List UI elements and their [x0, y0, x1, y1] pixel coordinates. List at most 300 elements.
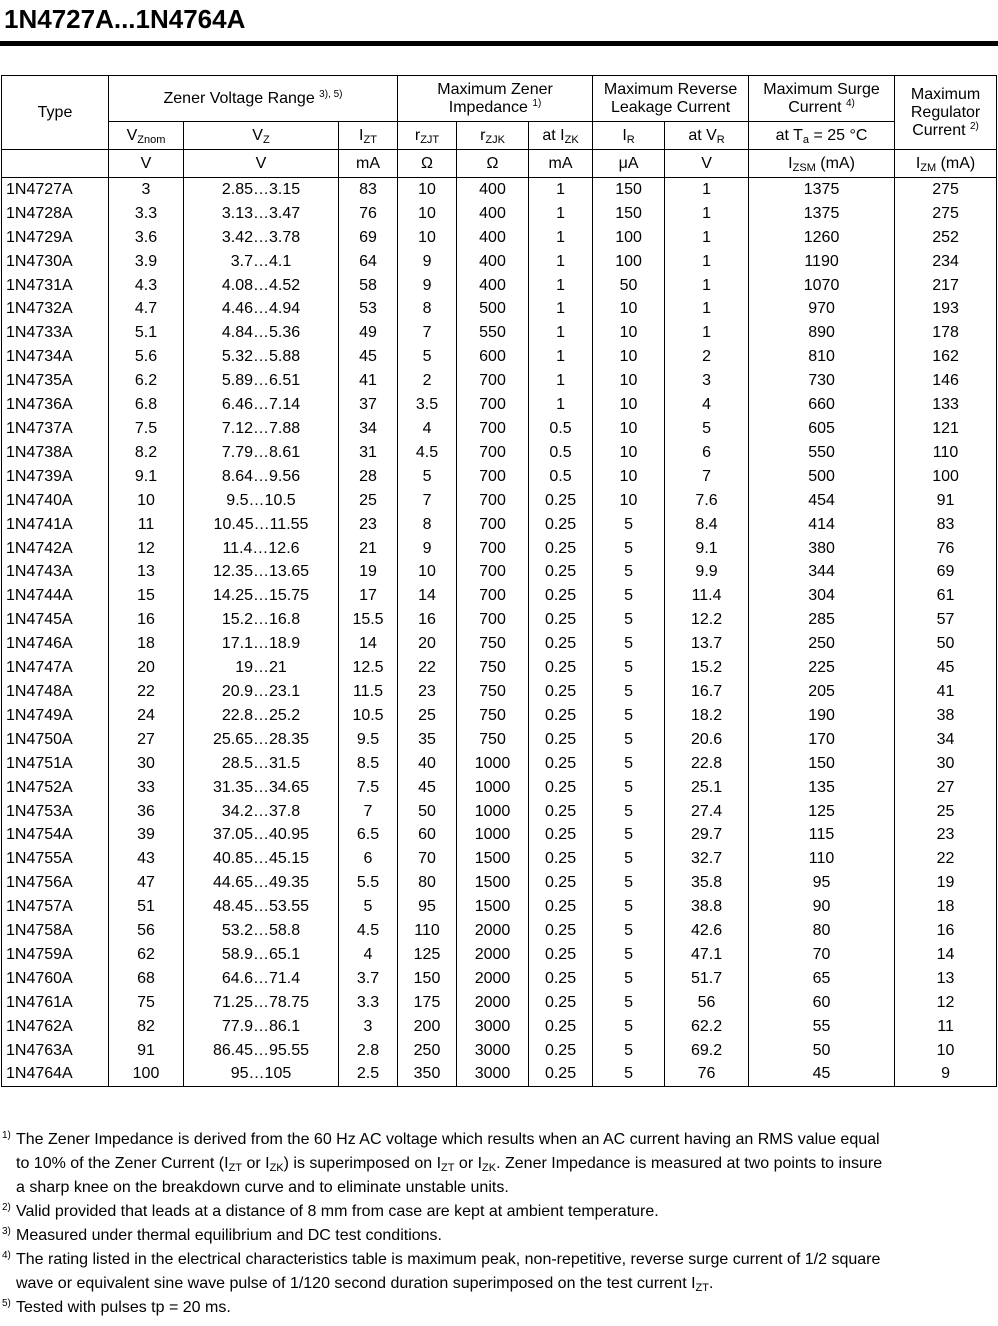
- cell-izt: 9.5: [339, 728, 398, 752]
- cell-vz-range: 86.45…95.55: [184, 1039, 339, 1063]
- cell-vz-range: 22.8…25.2: [184, 704, 339, 728]
- cell-at-vr: 18.2: [665, 704, 749, 728]
- cell-izm: 19: [895, 871, 997, 895]
- cell-izt: 45: [339, 345, 398, 369]
- cell-at-vr: 16.7: [665, 680, 749, 704]
- cell-rzjk: 400: [457, 178, 529, 202]
- table-row: [2, 345, 997, 369]
- unit-rzjt: Ω: [398, 150, 457, 178]
- cell-vz-range: 44.65…49.35: [184, 871, 339, 895]
- cell-rzjk: 700: [457, 465, 529, 489]
- cell-vznom: 27: [109, 728, 184, 752]
- cell-izm: 45: [895, 656, 997, 680]
- cell-rzjt: 8: [398, 513, 457, 537]
- cell-izsm: 890: [749, 321, 895, 345]
- cell-izm: 38: [895, 704, 997, 728]
- cell-rzjt: 70: [398, 847, 457, 871]
- table-row: [2, 489, 997, 513]
- cell-izsm: 344: [749, 561, 895, 585]
- cell-vznom: 36: [109, 800, 184, 824]
- cell-at-izk: 0.5: [529, 417, 593, 441]
- cell-at-izk: 0.25: [529, 632, 593, 656]
- cell-at-izk: 1: [529, 178, 593, 202]
- cell-izm: 9: [895, 1063, 997, 1087]
- cell-izm: 234: [895, 250, 997, 274]
- cell-vznom: 7.5: [109, 417, 184, 441]
- cell-at-vr: 1: [665, 298, 749, 322]
- cell-at-vr: 4: [665, 393, 749, 417]
- cell-vznom: 82: [109, 1015, 184, 1039]
- cell-type: 1N4763A: [2, 1039, 109, 1063]
- cell-rzjk: 550: [457, 321, 529, 345]
- cell-at-vr: 9.9: [665, 561, 749, 585]
- cell-rzjt: 10: [398, 202, 457, 226]
- cell-izm: 23: [895, 823, 997, 847]
- cell-vz-range: 3.42…3.78: [184, 226, 339, 250]
- cell-at-izk: 0.25: [529, 752, 593, 776]
- cell-type: 1N4758A: [2, 919, 109, 943]
- cell-type: 1N4737A: [2, 417, 109, 441]
- cell-izt: 7: [339, 800, 398, 824]
- table-row: [2, 393, 997, 417]
- cell-vz-range: 12.35…13.65: [184, 561, 339, 585]
- cell-vznom: 33: [109, 776, 184, 800]
- cell-ir: 5: [593, 967, 665, 991]
- header-rzjk: $r_{ZJK}$: [457, 122, 529, 150]
- cell-rzjt: 9: [398, 250, 457, 274]
- cell-vz-range: 4.46…4.94: [184, 298, 339, 322]
- cell-rzjk: 700: [457, 417, 529, 441]
- cell-vz-range: 34.2…37.8: [184, 800, 339, 824]
- cell-at-vr: 25.1: [665, 776, 749, 800]
- cell-vz-range: 40.85…45.15: [184, 847, 339, 871]
- cell-rzjk: 750: [457, 704, 529, 728]
- cell-ir: 10: [593, 345, 665, 369]
- cell-vz-range: 25.65…28.35: [184, 728, 339, 752]
- cell-ir: 5: [593, 991, 665, 1015]
- cell-vz-range: 4.84…5.36: [184, 321, 339, 345]
- cell-izm: 178: [895, 321, 997, 345]
- cell-rzjt: 5: [398, 345, 457, 369]
- cell-at-izk: 0.25: [529, 1015, 593, 1039]
- cell-izm: 18: [895, 895, 997, 919]
- cell-izsm: 380: [749, 537, 895, 561]
- cell-izsm: 95: [749, 871, 895, 895]
- header-at-izk: at $I_{ZK}$: [529, 122, 593, 150]
- cell-izm: 25: [895, 800, 997, 824]
- cell-vz-range: 6.46…7.14: [184, 393, 339, 417]
- cell-izm: 275: [895, 178, 997, 202]
- cell-rzjt: 80: [398, 871, 457, 895]
- cell-izt: 83: [339, 178, 398, 202]
- cell-type: 1N4752A: [2, 776, 109, 800]
- cell-rzjk: 400: [457, 250, 529, 274]
- cell-vz-range: 5.32…5.88: [184, 345, 339, 369]
- cell-rzjt: 7: [398, 489, 457, 513]
- cell-vznom: 51: [109, 895, 184, 919]
- cell-ir: 5: [593, 513, 665, 537]
- header-izt: $I_{ZT}$: [339, 122, 398, 150]
- table-row: [2, 584, 997, 608]
- cell-rzjt: 7: [398, 321, 457, 345]
- cell-at-vr: 1: [665, 250, 749, 274]
- cell-izsm: 50: [749, 1039, 895, 1063]
- header-max-reverse-leakage: Maximum Reverse Leakage Current: [593, 76, 749, 122]
- cell-izsm: 1375: [749, 202, 895, 226]
- table-row: [2, 513, 997, 537]
- cell-rzjt: 25: [398, 704, 457, 728]
- cell-at-izk: 0.25: [529, 847, 593, 871]
- cell-izsm: 250: [749, 632, 895, 656]
- cell-vznom: 20: [109, 656, 184, 680]
- table-row: [2, 417, 997, 441]
- cell-rzjk: 1500: [457, 871, 529, 895]
- cell-izt: 8.5: [339, 752, 398, 776]
- cell-izsm: 730: [749, 369, 895, 393]
- cell-at-izk: 0.25: [529, 919, 593, 943]
- cell-vz-range: 37.05…40.95: [184, 823, 339, 847]
- unit-vr: V: [665, 150, 749, 178]
- cell-izt: 15.5: [339, 608, 398, 632]
- cell-rzjk: 700: [457, 584, 529, 608]
- cell-izt: 21: [339, 537, 398, 561]
- cell-type: 1N4754A: [2, 823, 109, 847]
- cell-izt: 4.5: [339, 919, 398, 943]
- cell-ir: 10: [593, 298, 665, 322]
- cell-at-vr: 3: [665, 369, 749, 393]
- cell-at-izk: 1: [529, 226, 593, 250]
- cell-rzjt: 8: [398, 298, 457, 322]
- cell-at-izk: 0.25: [529, 584, 593, 608]
- cell-ir: 5: [593, 895, 665, 919]
- cell-izm: 50: [895, 632, 997, 656]
- cell-izm: 22: [895, 847, 997, 871]
- cell-at-vr: 11.4: [665, 584, 749, 608]
- cell-rzjt: 150: [398, 967, 457, 991]
- cell-izsm: 150: [749, 752, 895, 776]
- cell-type: 1N4732A: [2, 298, 109, 322]
- cell-type: 1N4727A: [2, 178, 109, 202]
- cell-vz-range: 7.12…7.88: [184, 417, 339, 441]
- cell-at-vr: 6: [665, 441, 749, 465]
- table-row: [2, 298, 997, 322]
- cell-izm: 12: [895, 991, 997, 1015]
- cell-izt: 6.5: [339, 823, 398, 847]
- table-row: [2, 202, 997, 226]
- table-row: [2, 847, 997, 871]
- cell-rzjt: 5: [398, 465, 457, 489]
- cell-vz-range: 64.6…71.4: [184, 967, 339, 991]
- cell-vznom: 47: [109, 871, 184, 895]
- cell-rzjk: 3000: [457, 1063, 529, 1087]
- footnote-4: 4) The rating listed in the electrical characteristics table is maximum peak, non-repetitive, reverse surge current of 1/2 square wave or equivalent sine wave pulse of 1/120 second duration superimposed on the test current $I_{ZT}$.: [2, 1250, 881, 1294]
- cell-at-vr: 1: [665, 274, 749, 298]
- cell-ir: 10: [593, 417, 665, 441]
- table-row: [2, 776, 997, 800]
- unit-ir: μA: [593, 150, 665, 178]
- cell-ir: 5: [593, 704, 665, 728]
- table-row: [2, 1039, 997, 1063]
- cell-izt: 11.5: [339, 680, 398, 704]
- cell-rzjt: 10: [398, 178, 457, 202]
- header-ir: $I_R$: [593, 122, 665, 150]
- cell-at-vr: 1: [665, 178, 749, 202]
- table-row: [2, 274, 997, 298]
- cell-izm: 34: [895, 728, 997, 752]
- cell-rzjt: 2: [398, 369, 457, 393]
- table-row: [2, 226, 997, 250]
- cell-at-vr: 32.7: [665, 847, 749, 871]
- cell-izt: 31: [339, 441, 398, 465]
- cell-at-izk: 1: [529, 274, 593, 298]
- cell-izsm: 1260: [749, 226, 895, 250]
- cell-at-vr: 35.8: [665, 871, 749, 895]
- cell-vznom: 8.2: [109, 441, 184, 465]
- cell-ir: 5: [593, 1063, 665, 1087]
- cell-rzjt: 10: [398, 561, 457, 585]
- cell-type: 1N4743A: [2, 561, 109, 585]
- cell-izm: 13: [895, 967, 997, 991]
- cell-type: 1N4729A: [2, 226, 109, 250]
- cell-at-izk: 0.25: [529, 680, 593, 704]
- cell-at-vr: 22.8: [665, 752, 749, 776]
- cell-ir: 5: [593, 1015, 665, 1039]
- header-zener-voltage-range: Zener Voltage Range $^{3), 5)}$: [109, 76, 398, 122]
- cell-izm: 162: [895, 345, 997, 369]
- cell-izt: 34: [339, 417, 398, 441]
- cell-rzjk: 500: [457, 298, 529, 322]
- cell-izt: 69: [339, 226, 398, 250]
- cell-type: 1N4738A: [2, 441, 109, 465]
- cell-rzjk: 700: [457, 537, 529, 561]
- cell-rzjk: 700: [457, 561, 529, 585]
- table-row: [2, 321, 997, 345]
- cell-izsm: 65: [749, 967, 895, 991]
- footnote-3: 3) Measured under thermal equilibrium and DC test conditions.: [2, 1226, 442, 1244]
- cell-at-izk: 0.25: [529, 776, 593, 800]
- cell-vz-range: 14.25…15.75: [184, 584, 339, 608]
- cell-izsm: 190: [749, 704, 895, 728]
- cell-izt: 23: [339, 513, 398, 537]
- cell-type: 1N4745A: [2, 608, 109, 632]
- cell-vznom: 12: [109, 537, 184, 561]
- cell-ir: 100: [593, 250, 665, 274]
- cell-at-vr: 47.1: [665, 943, 749, 967]
- cell-izt: 58: [339, 274, 398, 298]
- cell-rzjt: 95: [398, 895, 457, 919]
- table-row: [2, 919, 997, 943]
- cell-rzjt: 45: [398, 776, 457, 800]
- cell-izt: 19: [339, 561, 398, 585]
- cell-at-vr: 62.2: [665, 1015, 749, 1039]
- cell-rzjt: 200: [398, 1015, 457, 1039]
- cell-rzjt: 110: [398, 919, 457, 943]
- cell-rzjk: 2000: [457, 919, 529, 943]
- cell-izm: 121: [895, 417, 997, 441]
- cell-izm: 100: [895, 465, 997, 489]
- cell-izsm: 225: [749, 656, 895, 680]
- cell-rzjt: 125: [398, 943, 457, 967]
- cell-izt: 3.3: [339, 991, 398, 1015]
- cell-izm: 57: [895, 608, 997, 632]
- cell-vz-range: 9.5…10.5: [184, 489, 339, 513]
- cell-izt: 41: [339, 369, 398, 393]
- cell-izm: 91: [895, 489, 997, 513]
- cell-ir: 5: [593, 847, 665, 871]
- table-body: [2, 178, 997, 1087]
- cell-type: 1N4749A: [2, 704, 109, 728]
- cell-ir: 5: [593, 632, 665, 656]
- cell-izsm: 55: [749, 1015, 895, 1039]
- cell-at-izk: 0.25: [529, 537, 593, 561]
- cell-at-izk: 0.5: [529, 465, 593, 489]
- cell-rzjt: 20: [398, 632, 457, 656]
- cell-rzjt: 10: [398, 226, 457, 250]
- cell-vz-range: 5.89…6.51: [184, 369, 339, 393]
- cell-at-izk: 1: [529, 250, 593, 274]
- cell-ir: 10: [593, 321, 665, 345]
- cell-ir: 5: [593, 871, 665, 895]
- cell-vz-range: 2.85…3.15: [184, 178, 339, 202]
- cell-type: 1N4733A: [2, 321, 109, 345]
- cell-rzjt: 175: [398, 991, 457, 1015]
- footnote-2: 2) Valid provided that leads at a distance of 8 mm from case are kept at ambient temperature.: [2, 1202, 659, 1220]
- cell-vznom: 15: [109, 584, 184, 608]
- table-row: [2, 1015, 997, 1039]
- cell-izsm: 970: [749, 298, 895, 322]
- cell-vznom: 4.3: [109, 274, 184, 298]
- cell-vznom: 3.6: [109, 226, 184, 250]
- cell-izsm: 810: [749, 345, 895, 369]
- table-row: [2, 680, 997, 704]
- table-row: [2, 800, 997, 824]
- header-max-surge: Maximum Surge Current $^{4)}$: [749, 76, 895, 122]
- cell-rzjt: 40: [398, 752, 457, 776]
- cell-at-vr: 5: [665, 417, 749, 441]
- cell-type: 1N4755A: [2, 847, 109, 871]
- cell-ir: 5: [593, 584, 665, 608]
- cell-izt: 25: [339, 489, 398, 513]
- cell-izt: 53: [339, 298, 398, 322]
- unit-izsm: $I_{ZSM}$ (mA): [749, 150, 895, 178]
- cell-at-izk: 0.25: [529, 943, 593, 967]
- cell-izm: 110: [895, 441, 997, 465]
- cell-ir: 5: [593, 728, 665, 752]
- cell-at-vr: 1: [665, 226, 749, 250]
- cell-izsm: 45: [749, 1063, 895, 1087]
- cell-vznom: 13: [109, 561, 184, 585]
- cell-izsm: 1190: [749, 250, 895, 274]
- cell-rzjk: 700: [457, 489, 529, 513]
- cell-rzjt: 35: [398, 728, 457, 752]
- cell-rzjt: 4: [398, 417, 457, 441]
- cell-izm: 252: [895, 226, 997, 250]
- cell-vznom: 4.7: [109, 298, 184, 322]
- cell-at-vr: 1: [665, 202, 749, 226]
- cell-izsm: 135: [749, 776, 895, 800]
- cell-at-izk: 1: [529, 369, 593, 393]
- cell-rzjt: 50: [398, 800, 457, 824]
- cell-type: 1N4736A: [2, 393, 109, 417]
- cell-izt: 5: [339, 895, 398, 919]
- cell-at-izk: 0.25: [529, 991, 593, 1015]
- cell-izsm: 110: [749, 847, 895, 871]
- cell-vz-range: 17.1…18.9: [184, 632, 339, 656]
- cell-at-izk: 0.25: [529, 823, 593, 847]
- cell-type: 1N4748A: [2, 680, 109, 704]
- cell-izm: 69: [895, 561, 997, 585]
- cell-izt: 49: [339, 321, 398, 345]
- cell-at-vr: 12.2: [665, 608, 749, 632]
- cell-izt: 28: [339, 465, 398, 489]
- cell-rzjt: 16: [398, 608, 457, 632]
- cell-izsm: 414: [749, 513, 895, 537]
- table-row: [2, 967, 997, 991]
- cell-type: 1N4735A: [2, 369, 109, 393]
- cell-rzjk: 2000: [457, 967, 529, 991]
- cell-vznom: 11: [109, 513, 184, 537]
- cell-type: 1N4739A: [2, 465, 109, 489]
- cell-type: 1N4731A: [2, 274, 109, 298]
- cell-vznom: 3: [109, 178, 184, 202]
- cell-vz-range: 48.45…53.55: [184, 895, 339, 919]
- cell-rzjk: 400: [457, 202, 529, 226]
- cell-at-vr: 8.4: [665, 513, 749, 537]
- cell-at-vr: 51.7: [665, 967, 749, 991]
- cell-ir: 10: [593, 393, 665, 417]
- cell-izt: 12.5: [339, 656, 398, 680]
- footnote-1: 1) The Zener Impedance is derived from the 60 Hz AC voltage which results when an AC current having an RMS value equal to 10% of the Zener Current ($I_{ZT}$ or $I_{ZK}$) is superimposed on $I_{ZT}$ or $I_{ZK}$. Zener Impedance is measured at two points to insure a sharp knee on the breakdown curve and to eliminate unstable units.: [2, 1130, 883, 1196]
- cell-at-vr: 13.7: [665, 632, 749, 656]
- cell-at-izk: 0.25: [529, 1039, 593, 1063]
- cell-ir: 5: [593, 537, 665, 561]
- cell-at-izk: 1: [529, 393, 593, 417]
- cell-vznom: 100: [109, 1063, 184, 1087]
- cell-vz-range: 20.9…23.1: [184, 680, 339, 704]
- cell-ir: 5: [593, 656, 665, 680]
- cell-at-vr: 9.1: [665, 537, 749, 561]
- cell-ir: 10: [593, 489, 665, 513]
- cell-vznom: 56: [109, 919, 184, 943]
- cell-ir: 50: [593, 274, 665, 298]
- table-row: [2, 704, 997, 728]
- cell-type: 1N4760A: [2, 967, 109, 991]
- cell-at-izk: 0.5: [529, 441, 593, 465]
- table-row: [2, 465, 997, 489]
- cell-izm: 16: [895, 919, 997, 943]
- cell-rzjk: 1000: [457, 752, 529, 776]
- cell-rzjt: 60: [398, 823, 457, 847]
- unit-izt: mA: [339, 150, 398, 178]
- cell-type: 1N4750A: [2, 728, 109, 752]
- table-row: [2, 943, 997, 967]
- cell-vznom: 24: [109, 704, 184, 728]
- table-row: [2, 178, 997, 202]
- cell-vznom: 3.9: [109, 250, 184, 274]
- cell-rzjk: 3000: [457, 1015, 529, 1039]
- cell-vznom: 3.3: [109, 202, 184, 226]
- cell-at-izk: 1: [529, 321, 593, 345]
- cell-vznom: 68: [109, 967, 184, 991]
- cell-type: 1N4751A: [2, 752, 109, 776]
- cell-izsm: 500: [749, 465, 895, 489]
- cell-type: 1N4730A: [2, 250, 109, 274]
- cell-ir: 100: [593, 226, 665, 250]
- cell-izm: 30: [895, 752, 997, 776]
- cell-izm: 11: [895, 1015, 997, 1039]
- header-type: Type: [2, 76, 109, 150]
- cell-izt: 7.5: [339, 776, 398, 800]
